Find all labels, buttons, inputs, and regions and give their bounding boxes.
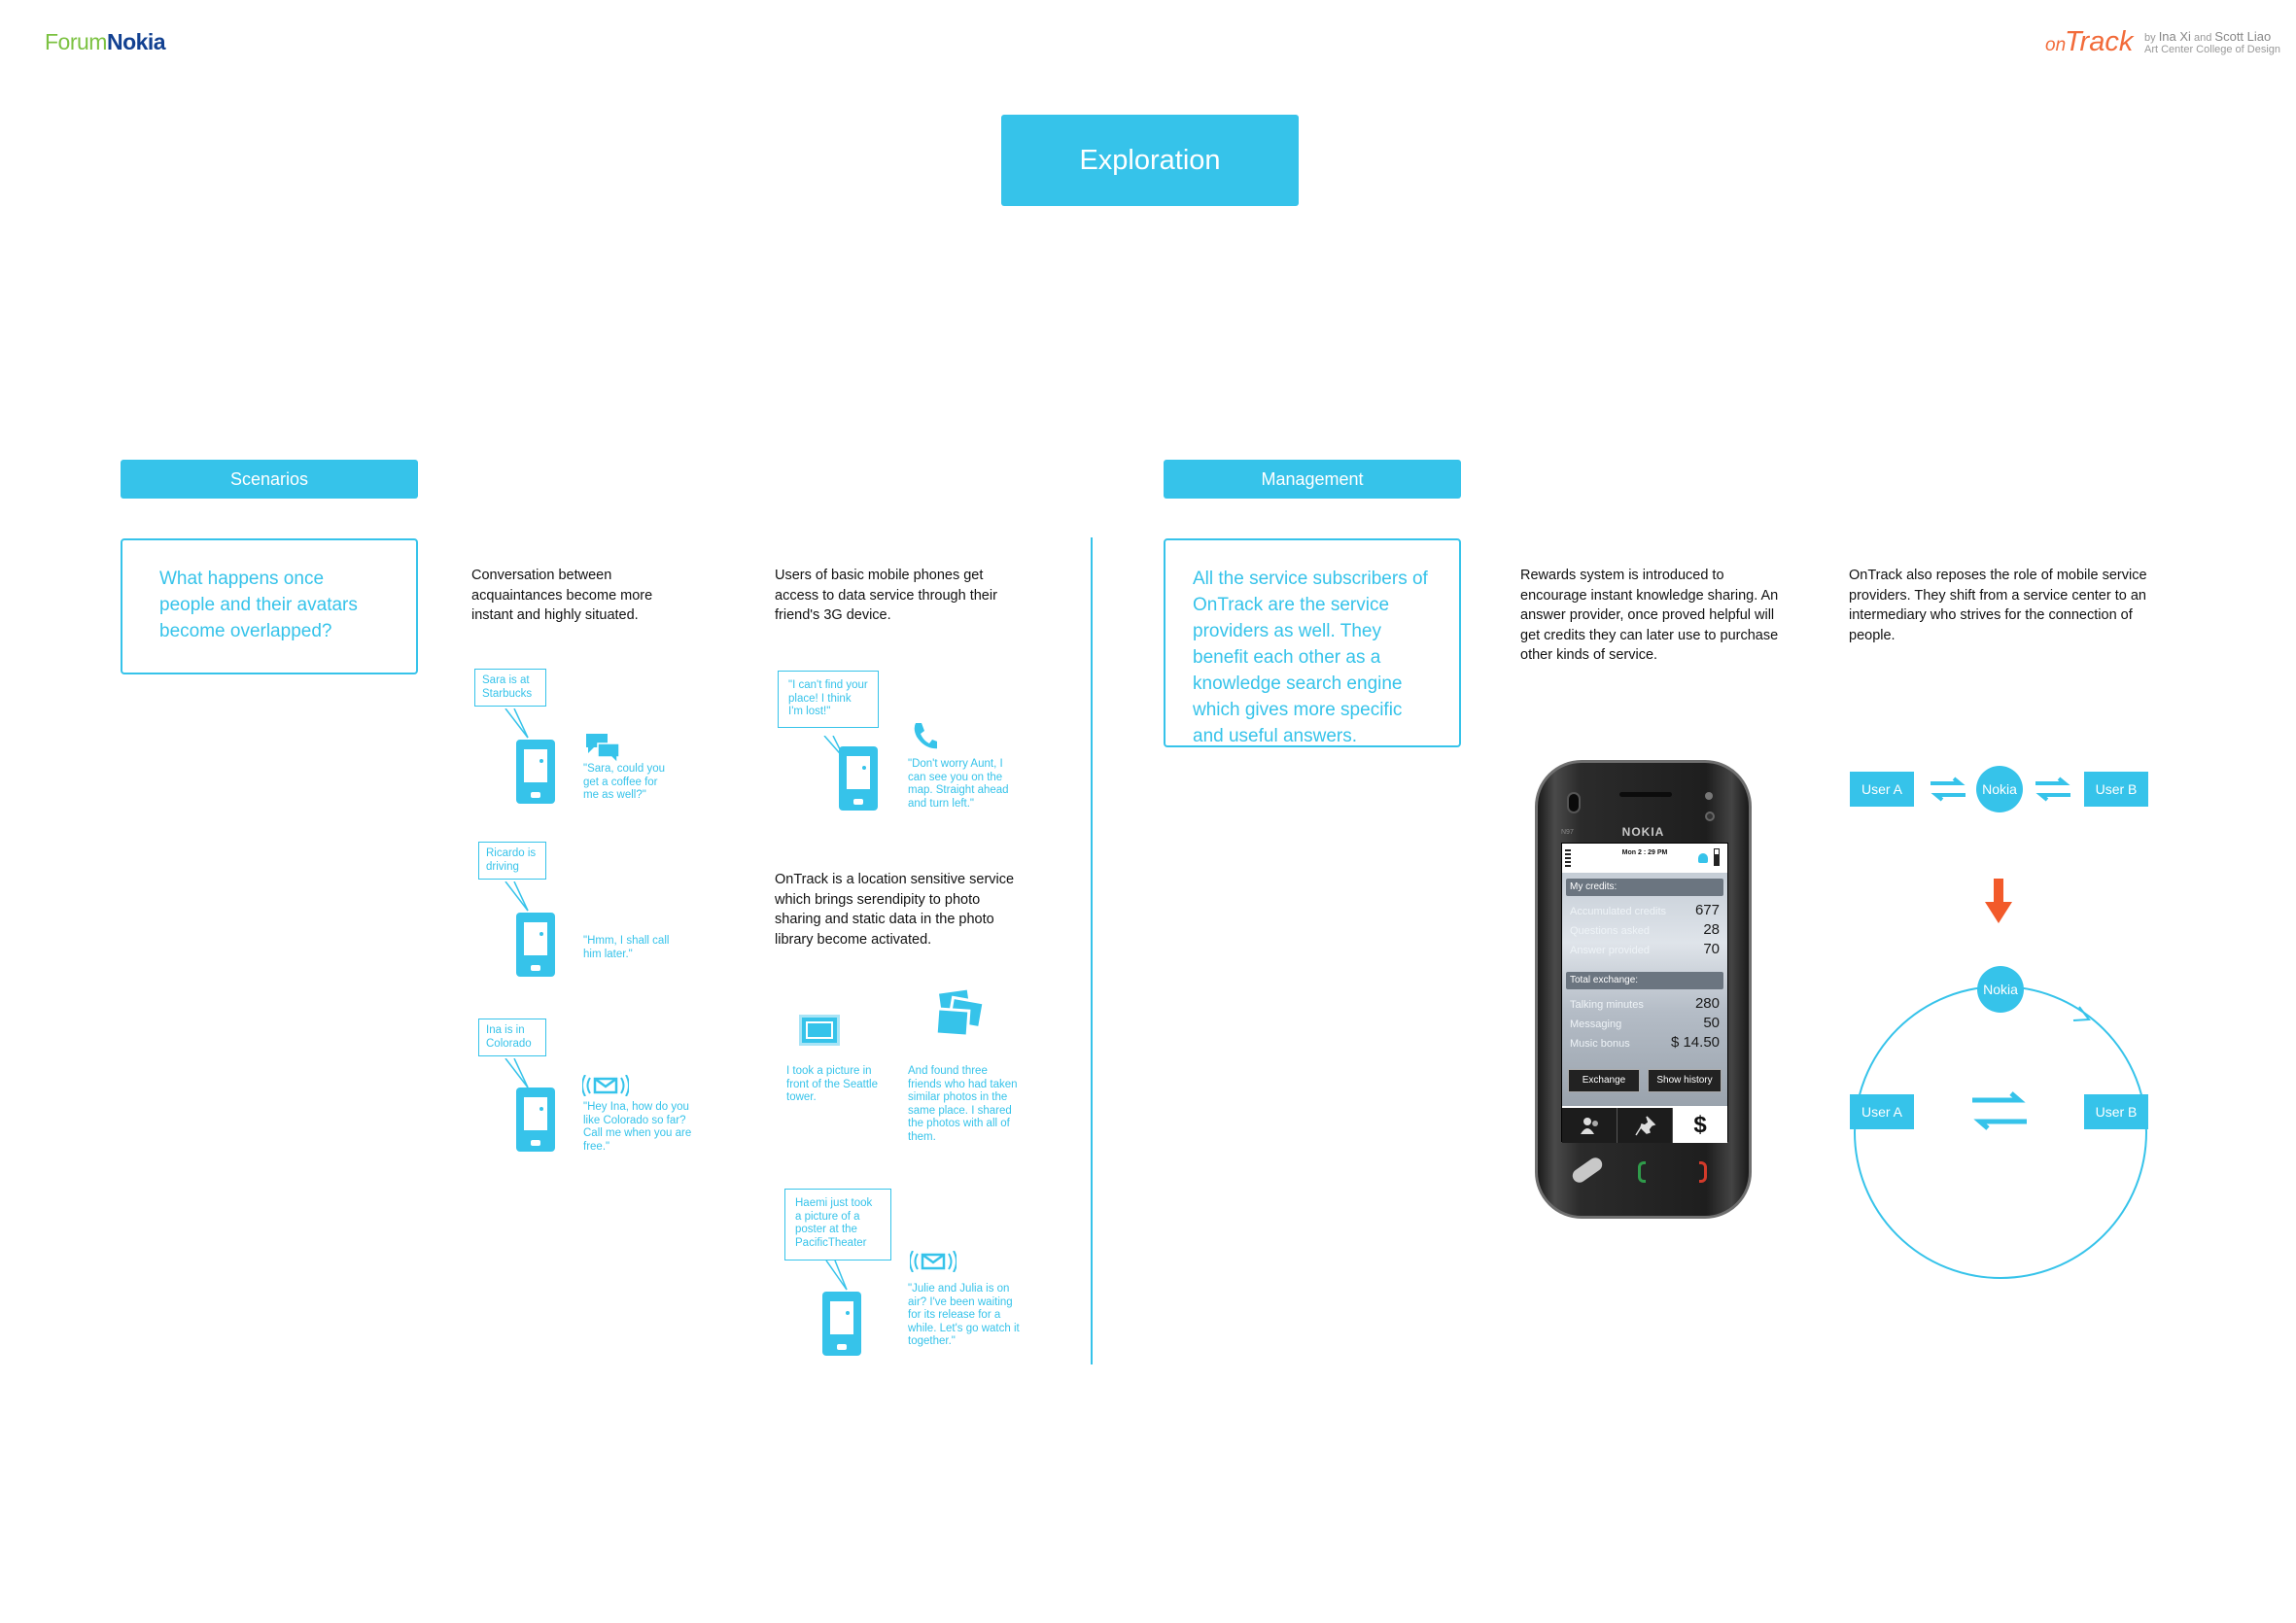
credit-row: [1570, 902, 1720, 918]
exchange-value: 280: [1694, 995, 1720, 1012]
photo-single-icon: [799, 1015, 840, 1046]
bubble-ricardo: Ricardo is driving: [478, 842, 546, 880]
bidirectional-arrow-icon: [1929, 777, 1967, 802]
scenarios-header-text: Scenarios: [229, 469, 309, 489]
ontrack-logo: [2045, 25, 2281, 64]
exchange-label: Music bonus: [1570, 1038, 1630, 1050]
exchange-label: Talking minutes: [1570, 999, 1644, 1011]
user-b-node: [2084, 772, 2148, 807]
scenarios-question-box: [121, 538, 418, 674]
message-icon: [910, 1251, 957, 1272]
page-title-text: Exploration: [1079, 145, 1221, 176]
section-divider: [1091, 537, 1093, 1364]
quote-sara: "Sara, could you get a coffee for me as well?": [583, 763, 665, 801]
user-a-label: User A: [1861, 1104, 1902, 1120]
credit-school: Art Center College of Design: [2144, 44, 2281, 55]
management-header: [1164, 460, 1461, 499]
phone-brand: NOKIA: [1621, 825, 1665, 839]
credits-line-1: [2144, 29, 2271, 44]
exchange-label: Messaging: [1570, 1019, 1622, 1030]
bubble-ina: Ina is in Colorado: [478, 1019, 546, 1056]
phone-icon: [516, 1088, 555, 1152]
user-b-node: [2084, 1094, 2148, 1129]
camera-lens-icon: [1705, 812, 1715, 821]
user-a-node: [1850, 772, 1914, 807]
phone-icon: [516, 740, 555, 804]
credit-value: 70: [1703, 941, 1720, 957]
page-title: [1001, 115, 1299, 206]
quote-ina: "Hey Ina, how do you like Colorado so far? Call me when you are free.": [583, 1101, 692, 1153]
photo-caption-1: I took a picture in front of the Seattle tower.: [786, 1065, 878, 1103]
exchange-value: $ 14.50: [1670, 1034, 1720, 1051]
end-key-icon: [1699, 1161, 1707, 1183]
management-statement-box: [1164, 538, 1461, 747]
photo-stack-icon: [931, 986, 986, 1041]
quote-haemi: "Julie and Julia is on air? I've been waiting for its release for a while. Let's go watch it together.": [908, 1283, 1020, 1347]
bidirectional-arrow-icon: [1970, 1091, 2029, 1130]
sensor-dot: [1705, 792, 1713, 800]
nokia-label: Nokia: [1982, 781, 2017, 797]
message-icon: [582, 1075, 629, 1096]
bubble-lost: "I can't find your place! I think I'm lost!": [778, 671, 879, 728]
credit-row: [1570, 921, 1720, 938]
friends-icon: [1579, 1116, 1602, 1135]
my-credits-label: My credits:: [1566, 879, 1723, 896]
credit-author2: Scott Liao: [2214, 29, 2272, 44]
users-icon: [1698, 853, 1708, 863]
chat-icon: [584, 732, 623, 765]
phone-model: N97: [1561, 829, 1574, 836]
phone-time: Mon 2 : 29 PM: [1621, 849, 1668, 856]
credit-author1: Ina Xi: [2158, 29, 2191, 44]
user-a-node: [1850, 1094, 1914, 1129]
scenarios-question: What happens once people and their avatars become overlapped?: [159, 569, 358, 641]
exchange-row: [1570, 1015, 1720, 1031]
photo-caption-2: And found three friends who had taken similar photos in the same place. I shared the photos with all of them.: [908, 1065, 1018, 1143]
phone-icon: [822, 1292, 861, 1356]
brand-track: Track: [2065, 26, 2134, 57]
col1-description: Conversation between acquaintances become more instant and highly situated.: [471, 568, 653, 623]
credit-row: [1570, 941, 1720, 957]
tab-pin[interactable]: [1618, 1108, 1673, 1143]
brand-on: on: [2045, 35, 2067, 55]
user-a-label: User A: [1861, 781, 1902, 797]
credit-and: and: [2194, 32, 2212, 44]
rewards-description: Rewards system is introduced to encourage instant knowledge sharing. An answer provider, once proved helpful will get credits they can later use to purchase other kinds of service.: [1520, 568, 1779, 663]
phone-call-icon: [912, 721, 937, 750]
credits-panel: [1562, 873, 1727, 1106]
dollar-icon: $: [1693, 1112, 1707, 1138]
quote-lost: "Don't worry Aunt, I can see you on the map. Straight ahead and turn left.": [908, 758, 1009, 810]
call-key-icon: [1638, 1161, 1646, 1183]
credit-by: by: [2144, 32, 2156, 44]
phone-screen: [1561, 843, 1728, 1142]
bubble-sara: Sara is at Starbucks: [474, 669, 546, 707]
reposition-description: OnTrack also reposes the role of mobile service providers. They shift from a service center to an intermediary who strives for the connection of people.: [1849, 568, 2147, 643]
col2-description2: OnTrack is a location sensitive service which brings serendipity to photo sharing and static data in the photo library become activated.: [775, 872, 1015, 948]
nokia-node-top: [1976, 766, 2023, 812]
bottom-tab-bar: [1562, 1108, 1727, 1143]
phone-icon: [516, 913, 555, 977]
scenarios-header: [121, 460, 418, 499]
tab-friends[interactable]: [1562, 1108, 1618, 1143]
phone-icon: [839, 746, 878, 811]
battery-icon: [1714, 848, 1720, 866]
menu-key-icon: [1570, 1156, 1605, 1186]
bidirectional-arrow-icon: [2034, 777, 2072, 802]
logo-nokia: Nokia: [106, 29, 166, 54]
user-b-label: User B: [2095, 1104, 2138, 1120]
network-circle: [1840, 972, 2161, 1293]
show-history-button[interactable]: Show history: [1648, 1069, 1722, 1092]
credit-value: 677: [1694, 902, 1720, 918]
col2-description: Users of basic mobile phones get access to data service through their friend's 3G device.: [775, 568, 997, 623]
exchange-row: [1570, 1034, 1720, 1051]
front-camera-icon: [1567, 792, 1581, 813]
exchange-row: [1570, 995, 1720, 1012]
total-exchange-label: Total exchange:: [1566, 972, 1723, 989]
tab-dollar[interactable]: [1673, 1108, 1727, 1143]
credit-label: Questions asked: [1570, 925, 1650, 937]
quote-ricardo: "Hmm, I shall call him later.": [583, 935, 670, 960]
forum-nokia-logo: [45, 29, 165, 55]
user-b-label: User B: [2095, 781, 2138, 797]
exchange-button[interactable]: Exchange: [1568, 1069, 1640, 1092]
speaker-grille: [1619, 792, 1672, 797]
management-statement: All the service subscribers of OnTrack are the service providers as well. They benefit each other as a knowledge search engine which gives more specific and useful answers.: [1193, 569, 1428, 746]
pushpin-icon: [1635, 1115, 1656, 1136]
down-arrow-icon: [1983, 879, 2014, 925]
nokia-node-circle: [1977, 966, 2024, 1013]
credit-value: 28: [1703, 921, 1720, 938]
management-header-text: Management: [1261, 469, 1364, 489]
nokia-label: Nokia: [1983, 982, 2018, 997]
bubble-haemi: Haemi just took a picture of a poster at the PacificTheater: [784, 1189, 891, 1260]
credit-label: Answer provided: [1570, 945, 1650, 956]
logo-forum: Forum: [45, 29, 107, 54]
exchange-value: 50: [1703, 1015, 1720, 1031]
nokia-phone: [1535, 760, 1752, 1219]
credit-label: Accumulated credits: [1570, 906, 1667, 917]
